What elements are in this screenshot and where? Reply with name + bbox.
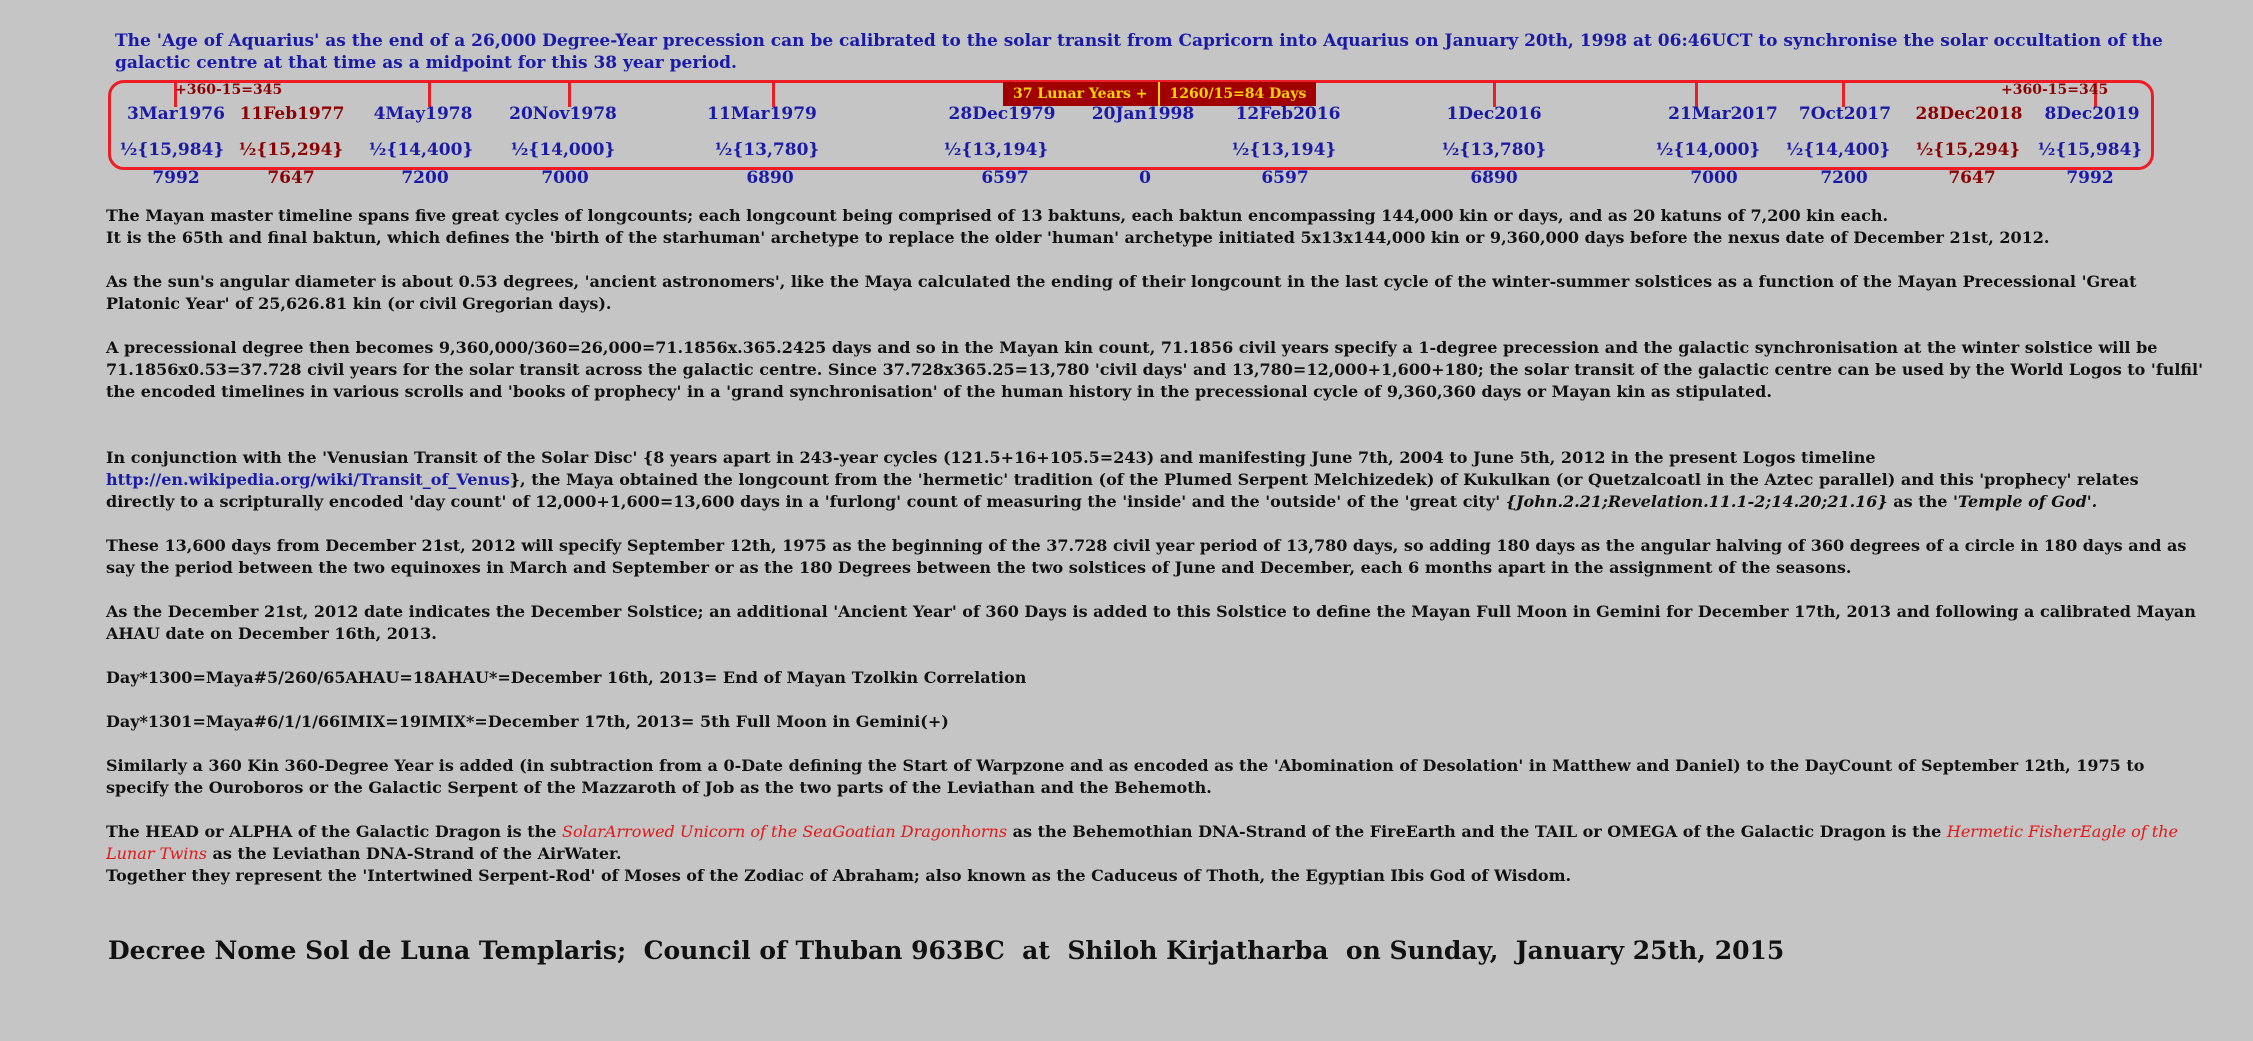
timeline-kin-value: 6597 — [981, 168, 1029, 188]
timeline-kin-value: 7992 — [152, 168, 200, 188]
timeline-kin-value: 7647 — [267, 168, 315, 188]
timeline-kin-value: 7000 — [1690, 168, 1738, 188]
text-run: }, the Maya obtained the longcount from the 'hermetic' tradition (of the Plumed Serpent Melchizedek) of Kukulkan (or Quetzalcoatl in the Aztec parallel) and this 'prophecy' relates directly to a scripturally encoded 'day count' of 12,000+1,600=13,600 days in a 'furlong' count of measuring the 'inside' and the 'outside' of the 'great city' — [106, 470, 2139, 511]
timeline-kin-value: 7200 — [401, 168, 449, 188]
venus-transit-link[interactable]: http://en.wikipedia.org/wiki/Transit_of_Venus — [106, 470, 510, 489]
timeline-half-value: ½{15,984} — [119, 140, 225, 160]
paragraph: Together they represent the 'Intertwined Serpent-Rod' of Moses of the Zodiac of Abraham; also known as the Caduceus of Thoth, the Egyptian Ibis God of Wisdom. — [106, 866, 1572, 885]
timeline-note-left: +360-15=345 — [175, 82, 283, 98]
timeline-half-value: ½{13,780} — [714, 140, 820, 160]
timeline-date: 11Mar1979 — [707, 104, 817, 124]
timeline-date: 12Feb2016 — [1235, 104, 1341, 124]
timeline-note-right: +360-15=345 — [2001, 82, 2109, 98]
banner-left-text: 37 Lunar Years + — [1013, 86, 1148, 102]
timeline-half-value: ½{13,194} — [1231, 140, 1337, 160]
timeline-kin-value: 7647 — [1948, 168, 1996, 188]
timeline-date: 21Mar2017 — [1668, 104, 1778, 124]
timeline-half-value: ½{14,400} — [1785, 140, 1891, 160]
paragraph: As the December 21st, 2012 date indicates the December Solstice; an additional 'Ancient Year' of 360 Days is added to this Solstice to define the Mayan Full Moon in Gemini for December 17th, 2013 and following a calibrated Mayan AHAU date on December 16th, 2013. — [106, 602, 2196, 643]
text-run: In conjunction with the 'Venusian Transit of the Solar Disc' {8 years apart in 243-year cycles (121.5+16+105.5=243) and manifesting June 7th, 2004 to June 5th, 2012 in the present Logos timeline — [106, 448, 1876, 467]
banner-right-text: 1260/15=84 Days — [1169, 86, 1307, 102]
timeline-half-value: ½{14,400} — [368, 140, 474, 160]
timeline-half-value: ½{13,194} — [943, 140, 1049, 160]
text-run: as the Leviathan DNA-Strand of the AirWater. — [212, 844, 622, 863]
timeline-date: 7Oct2017 — [1798, 104, 1892, 124]
timeline-date: 1Dec2016 — [1446, 104, 1542, 124]
highlight-phrase: Hermetic FisherEagle of the Lunar Twins — [106, 822, 2179, 863]
paragraph: As the sun's angular diameter is about 0.53 degrees, 'ancient astronomers', like the Maya calculated the ending of their longcount in the last cycle of the winter-summer solstices as a function of the Mayan Precessional 'Great Platonic Year' of 25,626.81 kin (or civil Gregorian days). — [106, 272, 2137, 313]
scripture-reference: {John.2.21;Revelation.11.1-2;14.20;21.16} — [1505, 492, 1888, 511]
timeline-half-value: ½{14,000} — [510, 140, 616, 160]
timeline-date: 11Feb1977 — [239, 104, 345, 124]
timeline-half-value: ½{13,780} — [1441, 140, 1547, 160]
timeline-date: 20Nov1978 — [509, 104, 617, 124]
timeline-banner — [1003, 82, 1316, 106]
timeline-kin-value: 7992 — [2066, 168, 2114, 188]
decree-signature: Decree Nome Sol de Luna Templaris; Council of Thuban 963BC at Shiloh Kirjatharba on Sunday, January 25th, 2015 — [108, 936, 1785, 965]
timeline-date: 28Dec2018 — [1915, 104, 2023, 124]
timeline-kin-value: 6890 — [1470, 168, 1518, 188]
text-run: as the — [1893, 492, 1948, 511]
paragraph — [106, 821, 2206, 865]
timeline-date: 4May1978 — [373, 104, 473, 124]
paragraph: These 13,600 days from December 21st, 2012 will specify September 12th, 1975 as the beginning of the 37.728 civil year period of 13,780 days, so adding 180 days as the angular halving of 360 degrees of a circle in 180 days and as say the period between the two equinoxes in March and September or as the 180 Degrees between the two solstices of June and December, each 6 months apart in the assignment of the seasons. — [106, 536, 2187, 577]
body-text — [106, 205, 2206, 887]
timeline-date: 8Dec2019 — [2044, 104, 2140, 124]
timeline-date: 20Jan1998 — [1091, 104, 1195, 124]
highlight-phrase: SolarArrowed Unicorn of the SeaGoatian Dragonhorns — [562, 822, 1008, 841]
timeline-half-value: ½{15,294} — [1915, 140, 2021, 160]
paragraph: Day*1300=Maya#5/260/65AHAU=18AHAU*=December 16th, 2013= End of Mayan Tzolkin Correlation — [106, 668, 1027, 687]
timeline-date: 28Dec1979 — [948, 104, 1056, 124]
timeline-kin-value: 7200 — [1820, 168, 1868, 188]
timeline-half-value: ½{14,000} — [1655, 140, 1761, 160]
timeline-kin-value: 7000 — [541, 168, 589, 188]
text-run: The HEAD or ALPHA of the Galactic Dragon is the — [106, 822, 557, 841]
paragraph: A precessional degree then becomes 9,360,000/360=26,000=71.1856x.365.2425 days and so in the Mayan kin count, 71.1856 civil years specify a 1-degree precession and the galactic synchronisation at the winter solstice will be 71.1856x0.53=37.728 civil years for the solar transit across the galactic centre. Since 37.728x365.25=13,780 'civil days' and 13,780=12,000+1,600+180; the solar transit of the galactic centre can be used by the World Logos to 'fulfil' the encoded timelines in various scrolls and 'books of prophecy' in a 'grand synchronisation' of the human history in the precessional cycle of 9,360,360 days or Mayan kin as stipulated. — [106, 338, 2204, 401]
paragraph: The Mayan master timeline spans five great cycles of longcounts; each longcount being comprised of 13 baktuns, each baktun encompassing 144,000 kin or days, and as 20 katuns of 7,200 kin each. — [106, 206, 1889, 225]
timeline-kin-value: 6890 — [746, 168, 794, 188]
timeline-half-value: ½{15,294} — [238, 140, 344, 160]
timeline-kin-value: 6597 — [1261, 168, 1309, 188]
header-paragraph: The 'Age of Aquarius' as the end of a 26,000 Degree-Year precession can be calibrated to the solar transit from Capricorn into Aquarius on January 20th, 1998 at 06:46UCT to synchronise the solar occultation of the galactic centre at that time as a midpoint for this 38 year period. — [115, 31, 2163, 73]
paragraph: Similarly a 360 Kin 360-Degree Year is added (in subtraction from a 0-Date defining the Start of Warpzone and as encoded as the 'Abomination of Desolation' in Matthew and Daniel) to the DayCount of September 12th, 1975 to specify the Ouroboros or the Galactic Serpent of the Mazzaroth of Job as the two parts of the Leviathan and the Behemoth. — [106, 756, 2145, 797]
timeline-kin-value: 0 — [1139, 168, 1151, 188]
text-run: as the Behemothian DNA-Strand of the FireEarth and the TAIL or OMEGA of the Galactic Dragon is the — [1012, 822, 1942, 841]
paragraph: It is the 65th and final baktun, which defines the 'birth of the starhuman' archetype to replace the older 'human' archetype initiated 5x13x144,000 kin or 9,360,000 days before the nexus date of December 21st, 2012. — [106, 228, 2050, 247]
temple-phrase: 'Temple of God'. — [1953, 492, 2098, 511]
timeline-half-value: ½{15,984} — [2037, 140, 2143, 160]
paragraph — [106, 447, 2206, 513]
timeline-date: 3Mar1976 — [127, 104, 225, 124]
paragraph: Day*1301=Maya#6/1/1/66IMIX=19IMIX*=December 17th, 2013= 5th Full Moon in Gemini(+) — [106, 712, 949, 731]
